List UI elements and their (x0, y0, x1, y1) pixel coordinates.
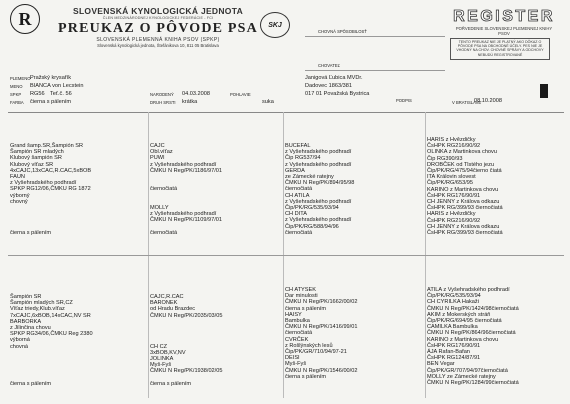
label-farba: FARBA (10, 100, 24, 105)
pedigree-line: čiernočiatá (285, 229, 313, 236)
pedigree-line: ČsHPK RG/399/93 čiernočiatá (427, 205, 503, 212)
pedigree-line: CH JENNY z Králova odkazu (427, 223, 500, 230)
pedigree-line: Myš-Fyš (150, 362, 172, 369)
pedigree-line: Bambulka (285, 318, 310, 325)
dam-column (10, 294, 93, 387)
pedigree-line: čiernočiatá (285, 186, 313, 193)
pedigree-line: Klubový šampión SR (10, 155, 62, 162)
pedigree-line: čiernočiatá (285, 330, 313, 337)
pedigree-line: čierna s pálením (10, 380, 52, 387)
sire-grandparents-column (285, 143, 354, 236)
pedigree-line: čierna s pálením (150, 380, 192, 387)
pedigree-line: BEN Vegar (427, 361, 455, 368)
pedigree-line: HARIS z Hvězdičky (427, 211, 476, 218)
register-word: REGISTER (453, 8, 555, 25)
pedigree-line: 3xBOB,KV,NV (150, 349, 186, 356)
pedigree-line: z Vyšehradského podhradí (285, 198, 352, 205)
breeder-address-2: 017 01 Považská Bystrica (305, 91, 370, 97)
pedigree-line: z Vyšehradského podhradí (150, 211, 217, 218)
pedigree-line: ČMKU N Reg/PK/1546/00/02 (285, 367, 358, 374)
label-plemeno: PLEMENO (10, 76, 31, 81)
pedigree-line: CH JENNY z Králova odkazu (427, 199, 500, 206)
pedigree-line: ČsHPK RG216/90/92 (427, 143, 481, 150)
pedigree-line: chovná (10, 343, 29, 350)
pedigree-line: PUWI (150, 155, 165, 162)
pedigree-line: ČMKU N Reg/PK/1186/97/01 (150, 167, 223, 174)
pedigree-line: ČMKU N Reg/PK/1284/99čiernočiatá (427, 380, 519, 387)
pedigree-line: Grand šamp.SR,Šampión SR (10, 143, 84, 149)
pedigree-line: z Rošlýnských lesů (285, 342, 333, 349)
pedigree-line: Čip/PK/RG/535/93/94 (427, 293, 481, 300)
pedigree-line: 4xCAJC,13xCAC,R.CAC,5xBOB (10, 167, 92, 174)
pedigree-line: AKIM z Mokerských stráň (427, 311, 491, 318)
sire-great-grandparents-column (427, 137, 503, 236)
pedigree-line: Čip/PK/RG/694/95 čiernočiatá (427, 318, 502, 325)
pedigree-line: výborná (10, 337, 30, 344)
label-meno: MENO (10, 84, 23, 89)
pedigree-line: ČMKU N Reg/PK/1938/02/05 (150, 368, 223, 375)
pedigree-line: KARINO z Martinkova chovu (427, 186, 499, 193)
pedigree-line: CVRČEK (285, 336, 309, 343)
tattoo-value: Teť.č. 56 (50, 91, 72, 97)
pedigree-line: DROBČEK od Tlstého jezu (427, 161, 495, 168)
pedigree-line: SPKP RG34/06,ČMKU Reg 2380 (10, 331, 93, 338)
document-header (58, 6, 258, 48)
skj-emblem-icon: SKJ (260, 12, 290, 38)
dam-great-grandparents-column (427, 287, 519, 386)
label-druh-srsti: DRUH SRSTI (150, 100, 176, 105)
label-podpis: PODPIS (396, 98, 412, 103)
birth-date-value: 04.03.2008 (182, 91, 210, 97)
pedigree-line: čierna s pálením (285, 373, 327, 380)
pedigree-line: ITA Královin slovest (427, 174, 476, 181)
issue-date: 08.10.2008 (474, 98, 502, 104)
pedigree-line: CAMILKA Bambulka (427, 324, 478, 331)
pedigree-line: Čip/PK/RG/475/94čierno čiatá (427, 168, 502, 175)
pedigree-line: ze Zámecké ratejny (285, 174, 334, 181)
pedigree-line: ČMKU N Reg/PK/2035/03/05 (150, 312, 223, 319)
pedigree-line: HARIS z Hvězdičky (427, 137, 476, 143)
pedigree-line: výborný (10, 192, 30, 199)
pedigree-line: Víťaz triedy,Klub.víťaz (10, 306, 65, 313)
pedigree-line: Obl.víťaz (150, 149, 173, 156)
coat-value: krátka (182, 99, 198, 105)
sire-parents-column (150, 143, 222, 236)
pedigree-line: BARONEK (150, 300, 178, 307)
pedigree-line: ČMKU N Reg/PK/1424/98čiernočiatá (427, 305, 519, 312)
pedigree-line: FAUN (10, 174, 25, 181)
organization-address: Slovenská kynologická jednota, Štefánikova 10, 811 05 Bratislava (97, 43, 219, 48)
color-value: čierna s pálením (30, 99, 72, 105)
dam-parents-column (150, 294, 222, 387)
pedigree-line: Čip RG537/94 (285, 155, 321, 162)
breeder-address-1: Dadovec 1863/381 (305, 83, 352, 89)
pedigree-line: Klubový víťaz SR (10, 161, 54, 168)
label-v-bratislave: V BRATISLAVE (452, 100, 482, 105)
label-spkp: SPKP (10, 92, 22, 97)
organization-name: SLOVENSKÁ KYNOLOGICKÁ JEDNOTA (72, 6, 244, 16)
label-chovatel: CHOVATEĽ (318, 63, 340, 68)
pedigree-line: DEISI (285, 355, 300, 362)
pedigree-line: KARINO z Martinkova chovu (427, 336, 499, 343)
pedigree-line: ATILA z Vyšehradského podhradí (427, 287, 510, 293)
pedigree-line: ČMKU N Reg/PK/864/96čiernočiatá (427, 330, 516, 337)
pedigree-line: CH CZ (150, 343, 168, 350)
pedigree-line: ČMKU N Reg/PK/1109/97/01 (150, 217, 223, 224)
pedigree-line: ČsHPK RG176/90/91 (427, 342, 481, 349)
pedigree-line: z Vyšehradského podhradí (10, 180, 77, 187)
label-chovna-sposobilost: CHOVNÁ SPÔSOBILOSŤ (318, 29, 367, 34)
pedigree-line: HAISY (285, 311, 302, 318)
label-narodeny: NARODENÝ (150, 92, 174, 97)
document-subtitle: SLOVENSKÁ PLEMENNÁ KNIHA PSOV (SPKP) (96, 37, 220, 43)
pedigree-line: ČMKU N Reg/PK/1416/99/01 (285, 324, 358, 331)
pedigree-line: čierna s pálením (285, 305, 327, 312)
pedigree-line: z Vyšehradského podhradí (150, 161, 217, 168)
pedigree-line: CH DITA (285, 211, 307, 218)
pedigree-line: ČsHPK RG216/90/92 (427, 217, 481, 224)
pedigree-line: Čip/PK/RG/535/93/94 (285, 205, 339, 212)
pedigree-line: ČMKU N Reg/PK/1662/00/02 (285, 299, 358, 306)
dog-name-value: BIANCA von Lecstein (30, 83, 84, 89)
registered-logo: R (10, 4, 40, 34)
pedigree-line: Myš-Fyš (285, 361, 307, 368)
validity-stamp: TENTO PREUKAZ NIE JE PLATNÝ AKO DÔKAZ O PÔVODE PSA NA OBCHODNÉ ÚČELY. PES NIE JE VHODNÝ NA CHOV. CHOVNÉ SPRÁVY A ODCHOVY NEBUDÚ REGISTROVANÉ (450, 38, 550, 60)
pedigree-line: z Jilinčina chovu (10, 325, 51, 332)
pedigree-line: čiernočiatá (150, 229, 178, 236)
pedigree-line: ČsHPK RG124/87/91 (427, 355, 481, 362)
pedigree-line: OLINKA z Martinkova chovu (427, 149, 497, 156)
pedigree-line: SPKP RG12/06,ČMKU RG 1872 (10, 186, 91, 193)
pedigree-line: z Vyšehradského podhradí (285, 161, 352, 168)
pedigree-line: GERDA (285, 167, 305, 174)
breeder-name: Janigová Ľubica MVDr. (305, 75, 363, 81)
pedigree-line: čierna s pálením (10, 229, 52, 236)
pedigree-line: CH ATYSEK (285, 287, 316, 293)
pedigree-line: čiernočiatá (150, 186, 178, 193)
pedigree-line: od Hradu Brazdec (150, 306, 196, 313)
pedigree-line: z Vyšehradského podhradí (285, 149, 352, 156)
pedigree-line: CAJC (150, 143, 165, 149)
register-block (452, 8, 556, 36)
pedigree-line: chovný (10, 198, 28, 205)
pedigree-line: CH ATILA (285, 192, 310, 199)
pedigree-line: Šampión SR mladých (10, 149, 64, 156)
label-pohlavie: POHLAVIE (230, 92, 251, 97)
pedigree-line: Čip/PK/RG/653/95 (427, 180, 474, 187)
pedigree-line: MOLLY (150, 205, 169, 212)
register-subtitle: POŘVEDENIE SLOVENSKEJ PLEMENNEJ KNIHY PSOV (455, 26, 553, 36)
registration-value: RG56 (30, 91, 45, 97)
pedigree-line: Šampión mladých SR,CZ (10, 300, 73, 307)
pedigree-line: Čip RG390/93 (427, 155, 463, 162)
pedigree-line: Čip/PK/GR/710/94/97-21 (285, 349, 347, 356)
pedigree-line: CH CYRILKA Hakaži (427, 299, 479, 306)
pedigree-line: Dar minulosti (285, 293, 318, 300)
pedigree-line: BUCEFAL (285, 143, 311, 149)
breed-value: Pražský krysařík (30, 75, 72, 81)
pedigree-line: CAJC,R.CAC (150, 294, 184, 300)
pedigree-line: ÁJA Rafan-Bafan (427, 349, 470, 356)
pedigree-line: ČMKU N Reg/PK/894/95/98 (285, 180, 355, 187)
pedigree-line: MOLLY ze Zámecké ratejny (427, 373, 496, 380)
dam-grandparents-column (285, 287, 357, 380)
pedigree-line: Čip/PK/GR/707/94/97čiernočiatá (427, 367, 508, 374)
pedigree-line: ČsHPK RG/399/93 čiernočiatá (427, 230, 503, 237)
organization-subtitle: ČLEN MEDZINÁRODNEJ KYNOLOGICKEJ FEDERÁCIE - FCI (102, 16, 214, 20)
signature-mark (540, 84, 548, 98)
pedigree-line: ČsHPK RG176/90/91 (427, 192, 481, 199)
pedigree-line: BARBORKA (10, 318, 42, 325)
pedigree-line: Čip/PK/RG/588/94/96 (285, 223, 339, 230)
pedigree-line: 7xCAJC,6xBOB,14xCAC,NV SR (10, 312, 91, 319)
pedigree-line: Šampión SR (10, 294, 42, 300)
sire-column (10, 143, 91, 236)
document-title: PREUKAZ O PÔVODE PSA (58, 21, 258, 36)
pedigree-line: JOLINKA (150, 356, 174, 363)
pedigree-line: z Vyšehradského podhradí (285, 217, 352, 224)
sex-value: suka (262, 99, 274, 105)
